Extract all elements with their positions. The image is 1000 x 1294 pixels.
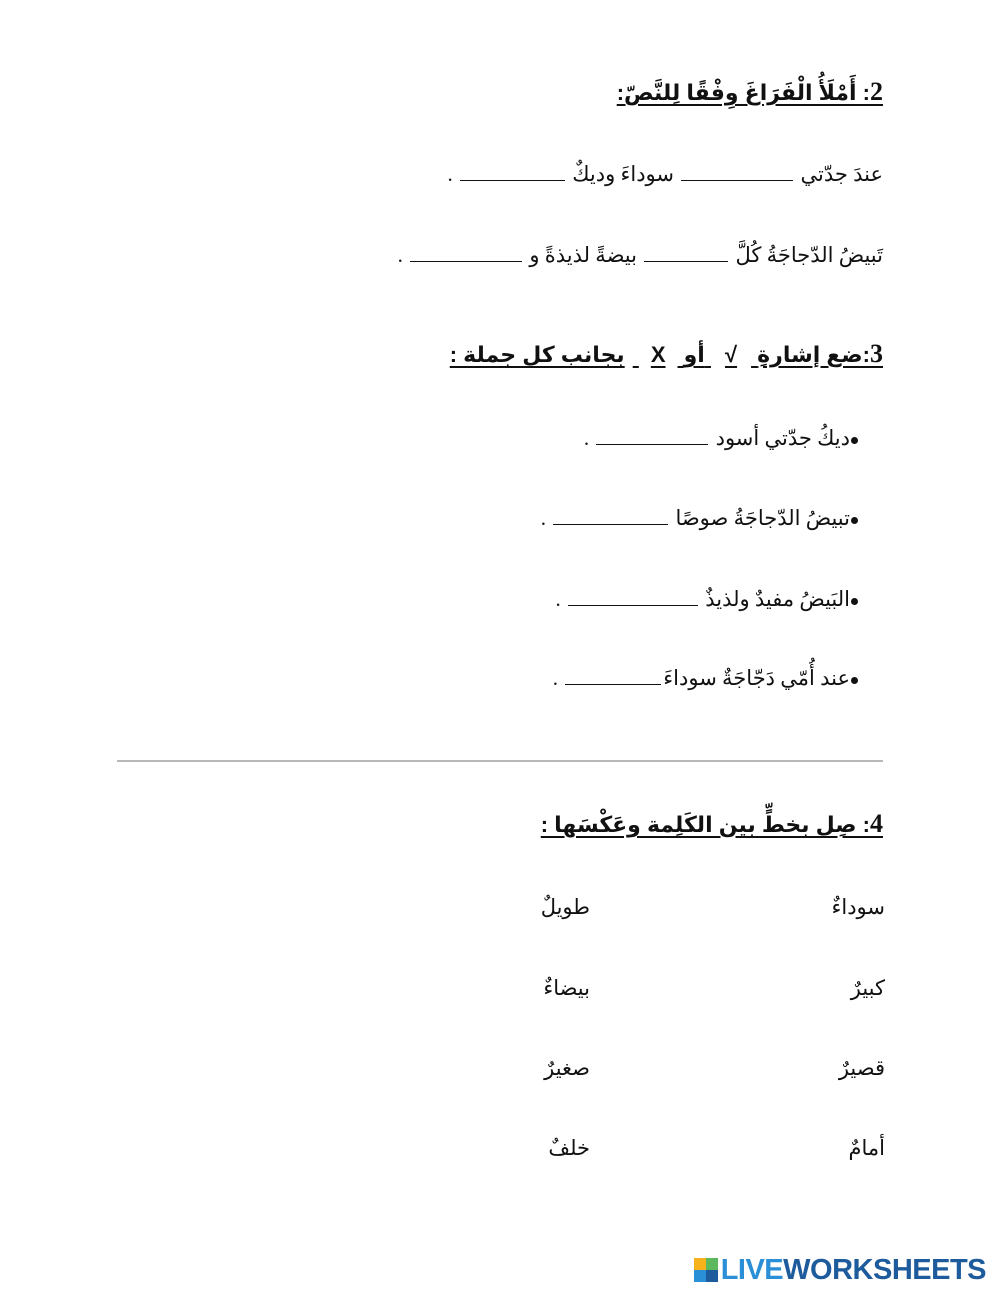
list-item xyxy=(553,664,850,692)
match-word-right[interactable]: سوداءٌ xyxy=(831,895,885,919)
match-word-left[interactable]: خلفٌ xyxy=(548,1136,590,1160)
blank-2[interactable] xyxy=(460,162,565,181)
list-item xyxy=(584,424,850,452)
statement-period: . xyxy=(583,426,590,450)
match-word-right[interactable]: أمامٌ xyxy=(848,1136,885,1160)
bullet-dot xyxy=(851,437,858,444)
section-4-heading xyxy=(541,810,883,839)
section-3-title: :ضع إشارةِ xyxy=(757,342,870,367)
bullet-dot xyxy=(851,598,858,605)
x-mark-icon: X xyxy=(650,342,666,367)
statement-text: تبيضُ الدّجاجَةُ صوصًا xyxy=(675,506,850,530)
section-4-number: 4 xyxy=(870,809,883,838)
statement-period: . xyxy=(555,587,561,611)
match-word-left[interactable]: طويلٌ xyxy=(540,895,590,919)
answer-blank[interactable] xyxy=(596,426,708,445)
match-word-right[interactable]: قصيرٌ xyxy=(838,1056,885,1080)
blank-1[interactable] xyxy=(681,162,793,181)
or-word: أو xyxy=(683,342,705,367)
match-word-right[interactable]: كبيرٌ xyxy=(850,976,885,1000)
liveworksheets-logo-icon xyxy=(694,1258,718,1282)
section-3-heading xyxy=(450,340,883,369)
fill-sentence-1-period: . xyxy=(447,162,453,186)
answer-blank[interactable] xyxy=(553,506,668,525)
section-4-title: : صِل بخطٍّ بين الكَلِمة وعَكْسَها : xyxy=(540,812,870,837)
list-item xyxy=(555,585,850,613)
bullet-dot xyxy=(851,677,858,684)
statement-text: ديكُ جدّتي أسود xyxy=(715,426,850,450)
fill-sentence-2-part-a: تَبيضُ الدّجاجَةُ كُلَّ xyxy=(735,243,883,267)
section-2-number: 2 xyxy=(870,77,883,106)
answer-blank[interactable] xyxy=(568,587,698,606)
blank-3[interactable] xyxy=(644,243,728,262)
fill-sentence-2 xyxy=(398,241,883,269)
check-mark-icon: √ xyxy=(724,342,738,367)
fill-sentence-2-period: . xyxy=(397,243,403,267)
statement-text: البَيضُ مفيدٌ ولذيذٌ xyxy=(705,587,850,611)
statement-text: عند أُمّي دَجّاجَةٌ سوداءَ xyxy=(663,666,850,690)
statement-period: . xyxy=(552,666,559,690)
section-2-heading xyxy=(617,78,883,107)
section-3-number: 3 xyxy=(870,339,883,368)
answer-blank[interactable] xyxy=(565,666,661,685)
section-divider xyxy=(117,760,883,762)
fill-sentence-2-part-b: بيضةً لذيذةً و xyxy=(529,243,637,267)
bullet-dot xyxy=(851,517,858,524)
liveworksheets-logo xyxy=(694,1254,986,1286)
section-3-title-tail: بجانب كل جملة : xyxy=(449,342,625,367)
statement-period: . xyxy=(540,506,546,530)
list-item xyxy=(541,504,850,532)
fill-sentence-1-part-b: سوداءَ وديكٌ xyxy=(572,162,674,186)
fill-sentence-1-part-a: عندَ جدّتي xyxy=(800,162,883,186)
match-word-left[interactable]: بيضاءٌ xyxy=(543,976,590,1000)
fill-sentence-1 xyxy=(447,160,883,188)
blank-4[interactable] xyxy=(410,243,522,262)
section-2-title: : أَمْلَأُ الْفَرَاغَ وِفْقًا لِلنَّصّ: xyxy=(616,80,870,105)
liveworksheets-logo-text: LIVEWORKSHEETS xyxy=(720,1253,986,1286)
match-word-left[interactable]: صغيرٌ xyxy=(544,1056,590,1080)
